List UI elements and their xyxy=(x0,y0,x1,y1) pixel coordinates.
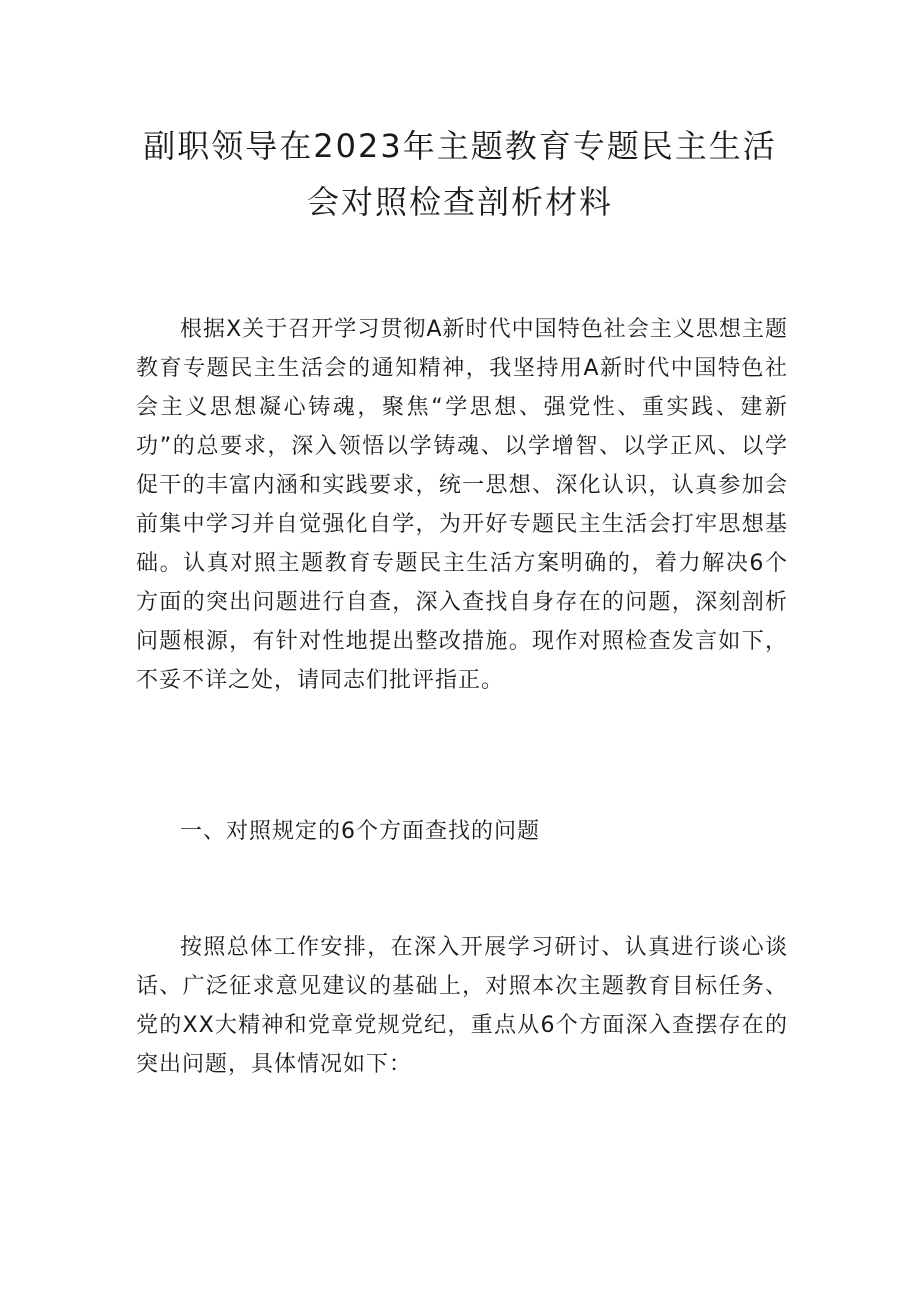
document-title xyxy=(120,118,800,230)
intro-paragraph: 根据X关于召开学习贯彻A新时代中国特色社会主义思想主题教育专题民主生活会的通知精神，我坚持用A新时代中国特色社会主义思想凝心铸魂，聚焦“学思想、强党性、重实践、建新功”的总要求，深入领悟以学铸魂、以学增智、以学正风、以学促干的丰富内涵和实践要求，统一思想、深化认识，认真参加会前集中学习并自觉强化自学，为开好专题民主生活会打牢思想基础。认真对照主题教育专题民主生活方案明确的，着力解决6个方面的突出问题进行自查，深入查找自身存在的问题，深刻剖析问题根源，有针对性地提出整改措施。现作对照检查发言如下，不妥不详之处，请同志们批评指正。 xyxy=(136,317,788,693)
title-line-2: 会对照检查剖析材料 xyxy=(306,183,613,221)
section-1-paragraph: 按照总体工作安排，在深入开展学习研讨、认真进行谈心谈话、广泛征求意见建议的基础上，对照本次主题教育目标任务、党的XX大精神和党章党规党纪，重点从6个方面深入查摆存在的突出问题，具体情况如下： xyxy=(136,935,788,1077)
section-heading-1: 一、对照规定的6个方面查找的问题 xyxy=(180,819,540,844)
title-line-1: 副职领导在2023年主题教育专题民主生活 xyxy=(143,127,777,165)
